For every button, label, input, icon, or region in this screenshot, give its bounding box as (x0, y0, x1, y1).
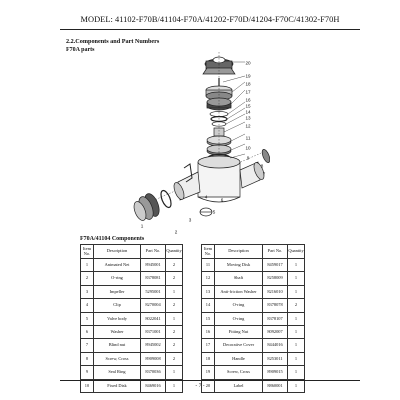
cell-part-no: 8378078 (263, 299, 288, 312)
cell-quantity: 2 (288, 299, 305, 312)
header-quantity: Quantity (166, 245, 183, 259)
cell-item-no: 14 (202, 299, 215, 312)
cell-description: O-ring (94, 272, 141, 285)
header-description: Description (215, 245, 263, 259)
cell-part-no: 8945002 (141, 339, 166, 352)
table-row (81, 272, 183, 285)
parts-table-right (201, 244, 305, 393)
table-row (81, 325, 183, 338)
callout-label: 19 (245, 73, 251, 79)
table-row (81, 299, 183, 312)
cell-quantity: 1 (288, 352, 305, 365)
callout-label: 11 (245, 135, 251, 141)
cell-quantity: 2 (166, 325, 183, 338)
cell-quantity: 1 (288, 325, 305, 338)
callout-label: 13 (245, 115, 251, 121)
callout-label: 15 (245, 103, 251, 109)
cell-quantity: 1 (288, 285, 305, 298)
table-row (202, 366, 305, 379)
cell-item-no: 15 (202, 312, 215, 325)
cell-item-no: 19 (202, 366, 215, 379)
cell-description: Screw, Cross (94, 352, 141, 365)
table-row (81, 312, 183, 325)
cell-quantity: 1 (288, 259, 305, 272)
cell-description: O-ring (215, 299, 263, 312)
table-row (202, 339, 305, 352)
exploded-view-diagram (120, 52, 270, 237)
table-row (81, 285, 183, 298)
cell-part-no: 8378107 (263, 312, 288, 325)
cell-description: Label (215, 379, 263, 392)
cell-description: Valve body (94, 312, 141, 325)
cell-item-no: 12 (202, 272, 215, 285)
cell-description: Impeller (94, 285, 141, 298)
cell-part-no: 8860001 (263, 379, 288, 392)
table-row (81, 259, 183, 272)
cell-quantity: 1 (288, 272, 305, 285)
cell-item-no: 5 (81, 312, 94, 325)
cell-part-no: 5295001 (141, 285, 166, 298)
cell-item-no: 1 (81, 259, 94, 272)
cell-quantity: 2 (166, 272, 183, 285)
header-part-no: Part No. (141, 245, 166, 259)
page-number: - 7 - (195, 383, 205, 389)
callout-label: 8 (260, 163, 264, 169)
callout-label: 5 (212, 209, 216, 215)
cell-part-no: 8092007 (263, 325, 288, 338)
valve-body-part (172, 156, 266, 202)
cell-description: Blind nut (94, 339, 141, 352)
cell-description: Fixed Disk (94, 379, 141, 392)
cell-part-no: 8022041 (141, 312, 166, 325)
header-rule (60, 29, 360, 30)
cell-part-no: 8444016 (263, 339, 288, 352)
table-row (202, 325, 305, 338)
cell-item-no: 8 (81, 352, 94, 365)
header-description: Description (94, 245, 141, 259)
cell-description: Clip (94, 299, 141, 312)
table-row (202, 352, 305, 365)
cell-part-no: 8459017 (263, 259, 288, 272)
cell-part-no: 8216010 (263, 285, 288, 298)
cell-part-no: 8469016 (141, 379, 166, 392)
table-row (81, 339, 183, 352)
cell-item-no: 9 (81, 366, 94, 379)
table-row (202, 299, 305, 312)
cell-description: O-ring (215, 312, 263, 325)
table-row (202, 312, 305, 325)
cell-quantity: 1 (166, 366, 183, 379)
callout-label: 12 (245, 123, 251, 129)
cell-item-no: 17 (202, 339, 215, 352)
cell-part-no: 8370036 (141, 366, 166, 379)
cell-quantity: 1 (288, 379, 305, 392)
cell-quantity: 1 (166, 285, 183, 298)
cell-quantity: 2 (166, 259, 183, 272)
cell-description: Shaft (215, 272, 263, 285)
cell-part-no: 8253011 (263, 352, 288, 365)
callout-label: 4 (204, 194, 208, 200)
table-row (202, 285, 305, 298)
callout-label: 3 (188, 217, 192, 223)
cell-item-no: 18 (202, 352, 215, 365)
cell-quantity: 1 (288, 366, 305, 379)
cell-part-no: 8378081 (141, 272, 166, 285)
cell-item-no: 13 (202, 285, 215, 298)
cell-quantity: 2 (166, 352, 183, 365)
cell-item-no: 2 (81, 272, 94, 285)
table-row (81, 366, 183, 379)
callout-label: 10 (245, 145, 251, 151)
cell-description: Fitting Nut (215, 325, 263, 338)
footer-rule (60, 380, 360, 381)
table-header-row (202, 245, 305, 259)
model-line: MODEL: 41102-F70B/41104-F70A/41202-F70D/41204-F70C/41302-F70H (80, 15, 340, 24)
header-part-no: Part No. (263, 245, 288, 259)
parts-table-right-body (202, 259, 305, 393)
cell-description: Washer (94, 325, 141, 338)
table-header-row (81, 245, 183, 259)
header-item-no: Item No. (81, 245, 94, 259)
callout-label: 17 (245, 89, 251, 95)
cell-description: Animated Net (94, 259, 141, 272)
cell-part-no: 8909015 (263, 366, 288, 379)
section-heading: 2.2.Components and Part Numbers (66, 38, 160, 45)
callout-label: 1 (140, 223, 144, 229)
callout-label: 16 (245, 97, 251, 103)
cell-item-no: 11 (202, 259, 215, 272)
cell-part-no: 8258009 (263, 272, 288, 285)
cell-quantity: 2 (166, 299, 183, 312)
table-row (202, 259, 305, 272)
cell-part-no: 8270004 (141, 299, 166, 312)
callout-label: 18 (245, 81, 251, 87)
cell-item-no: 6 (81, 325, 94, 338)
cell-part-no: 8909008 (141, 352, 166, 365)
table-row (202, 272, 305, 285)
cell-quantity: 1 (288, 312, 305, 325)
cell-quantity: 1 (166, 379, 183, 392)
callout-label: 9 (246, 155, 250, 161)
cell-item-no: 20 (202, 379, 215, 392)
header-item-no: Item No. (202, 245, 215, 259)
cell-quantity: 1 (166, 312, 183, 325)
cell-item-no: 7 (81, 339, 94, 352)
cell-part-no: 8945001 (141, 259, 166, 272)
cell-description: Decorative Cover (215, 339, 263, 352)
cell-item-no: 4 (81, 299, 94, 312)
callout-label: 7 (262, 171, 266, 177)
cell-quantity: 1 (288, 339, 305, 352)
parts-table-left (80, 244, 183, 393)
cell-description: Handle (215, 352, 263, 365)
cell-item-no: 3 (81, 285, 94, 298)
cell-description: Moving Disk (215, 259, 263, 272)
callout-label: 20 (245, 60, 251, 66)
callout-label: 6 (220, 197, 224, 203)
cell-description: Seal Ring (94, 366, 141, 379)
cell-part-no: 8371001 (141, 325, 166, 338)
cell-quantity: 2 (166, 339, 183, 352)
cell-description: Screw, Cross (215, 366, 263, 379)
table-row (81, 352, 183, 365)
parts-table-left-body (81, 259, 183, 393)
section-subheading: F70A parts (66, 47, 95, 53)
cell-item-no: 10 (81, 379, 94, 392)
animated-net-part (132, 192, 162, 223)
cell-item-no: 16 (202, 325, 215, 338)
table-title: F70A/41104 Components (80, 236, 145, 242)
callout-label: 2 (174, 229, 178, 235)
callout-label: 14 (245, 109, 251, 115)
header-quantity: Quantity (288, 245, 305, 259)
cell-description: Anti-friction Washer (215, 285, 263, 298)
